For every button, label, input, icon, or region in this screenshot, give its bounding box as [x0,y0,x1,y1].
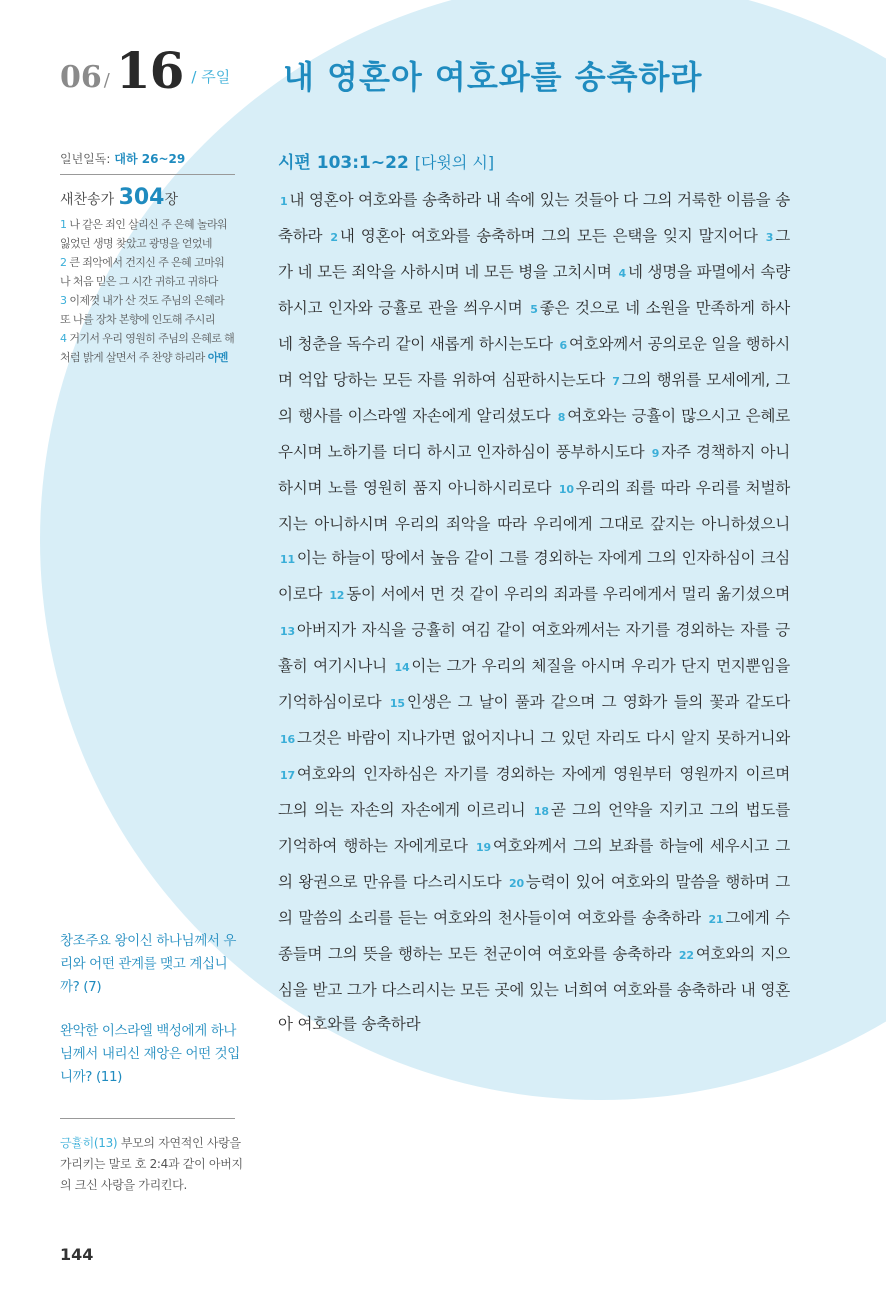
verse-text: 여호와의 지으심을 받고 그가 다스리시는 모든 곳에 있는 너희여 여호와를 송축하라 내 영혼아 여호와를 송축하라 [278,945,790,1033]
hymn-number: 304 [118,185,165,210]
note-text: 부모의 자연적인 사랑을 가리키는 말로 호 2:4과 같이 아버지의 크신 사랑을 가리킨다. [60,1136,243,1192]
verse-number: 10 [558,483,574,496]
weekday: / 주일 [191,68,231,86]
verse-text: 그에게 수종들며 그의 뜻을 행하는 모든 천군이여 여호와를 송축하라 [278,909,790,963]
hymn-suffix: 장 [164,192,179,208]
hymn-verse [60,329,236,367]
verse-number: 19 [475,841,491,854]
reading-plan-value: 대하 26~29 [114,152,186,166]
hymn-verse-text: 거기서 우리 영원히 주님의 은혜로 해처럼 밝게 살면서 주 찬양 하리라 [60,332,235,364]
verse-number: 16 [280,733,295,746]
hymn-verse-number: 4 [60,332,67,345]
page-title: 내 영혼아 여호와를 송축하라 [283,58,703,96]
verse-number: 17 [280,769,295,782]
hymn-verse [60,253,236,291]
verse-text: 이는 그가 우리의 체질을 아시며 우리가 단지 먼지뿐임을 기억하심이로다 [278,657,790,711]
hymn-verse [60,291,236,329]
verse-number: 4 [618,267,626,280]
verse-number: 18 [533,805,549,818]
reference: 시편 103:1~22 [278,153,409,173]
verse-text: 그의 행위를 모세에게, 그의 행사를 이스라엘 자손에게 알리셨도다 [278,371,791,425]
verse-number: 12 [329,589,345,602]
question-1: 창조주요 왕이신 하나님께서 우리와 어떤 관계를 맺고 계십니까? (7) [60,933,237,995]
verse-text: 여호와는 긍휼이 많으시고 은혜로우시며 노하기를 더디 하시고 인자하심이 풍부하시도다 [278,407,790,461]
verse-text: 이는 하늘이 땅에서 높음 같이 그를 경외하는 자에게 그의 인자하심이 크심이로다 [278,549,790,603]
verse-number: 22 [678,949,694,962]
month: 06 [60,60,102,95]
date-header [60,41,231,100]
note-term: 긍휼히(13) [60,1136,118,1150]
verse-text: 자주 경책하지 아니하시며 노를 영원히 품지 아니하시리로다 [278,443,790,497]
hymn-verse-text: 이제껏 내가 산 것도 주님의 은혜라 또 나를 장차 본향에 인도해 주시리 [60,294,225,326]
hymn-verse-text: 큰 죄악에서 건지신 주 은혜 고마워 나 처음 믿은 그 시간 귀하고 귀하다 [60,256,225,288]
hymn-verse-text: 나 같은 죄인 살리신 주 은혜 놀라워 잃었던 생명 찾았고 광명을 얻었네 [60,218,228,250]
hymn-verse-number: 1 [60,218,67,231]
page-number: 144 [60,1245,94,1264]
hymn-verse-number: 2 [60,256,67,269]
verse-number: 11 [280,553,295,566]
verse-number: 1 [280,195,288,208]
hymn-verse [60,215,236,253]
date-separator: / [103,70,110,91]
verse-text: 곧 그의 언약을 지키고 그의 법도를 기억하여 행하는 자에게로다 [278,801,790,855]
hymn-verse-number: 3 [60,294,67,307]
verse-text: 여호와께서 그의 보좌를 하늘에 세우시고 그의 왕권으로 만유를 다스리시도다 [278,837,790,891]
verse-number: 8 [557,411,566,424]
verse-number: 21 [708,913,724,926]
verse-text: 그것은 바람이 지나가면 없어지나니 그 있던 자리도 다시 알지 못하거니와 [296,729,790,747]
scripture-passage [278,183,790,1041]
verse-text: 우리의 죄를 따라 우리를 처벌하지는 아니하시며 우리의 죄악을 따라 우리에게 그대로 갚지는 아니하셨으니 [278,479,790,533]
verse-text: 여호와께서 공의로운 일을 행하시며 억압 당하는 모든 자를 위하여 심판하시는도다 [278,335,790,389]
verse-number: 14 [394,661,410,674]
question-2: 완악한 이스라엘 백성에게 하나님께서 내리신 재앙은 어떤 것입니까? (11) [60,1023,240,1085]
verse-number: 5 [530,303,538,316]
verse-text: 내 영혼아 여호와를 송축하며 그의 모든 은택을 잊지 말지어다 [339,227,758,245]
hymn-title [60,185,235,210]
verse-text: 내 영혼아 여호와를 송축하라 내 속에 있는 것들아 다 그의 거룩한 이름을 송축하라 [278,191,790,245]
verse-text: 아버지가 자식을 긍휼히 여김 같이 여호와께서는 자기를 경외하는 자를 긍휼히 여기시나니 [278,621,790,675]
verse-text: 그가 네 모든 죄악을 사하시며 네 모든 병을 고치시며 [278,227,790,281]
verse-number: 9 [651,447,660,460]
hymn-amen: 아멘 [207,351,228,364]
divider [60,174,235,175]
weekday-label: 주일 [201,68,231,86]
verse-text: 인생은 그 날이 풀과 같으며 그 영화가 들의 꽃과 같도다 [406,693,790,711]
verse-text: 동이 서에서 먼 것 같이 우리의 죄과를 우리에게서 멀리 옮기셨으며 [346,585,791,603]
hymn-lyrics [60,215,236,367]
divider [60,1118,235,1119]
reading-plan-label: 일년일독: [60,152,111,166]
verse-text: 여호와의 인자하심은 자기를 경외하는 자에게 영원부터 영원까지 이르며 그의 의는 자손의 자손에게 이르리니 [278,765,790,819]
verse-text: 좋은 것으로 네 소원을 만족하게 하사 네 청춘을 독수리 같이 새롭게 하시는도다 [278,299,790,353]
reference-note: [다윗의 시] [414,153,495,172]
verse-number: 20 [509,877,524,890]
verse-number: 2 [330,231,338,244]
word-note [60,1133,250,1196]
hymn-prefix: 새찬송가 [60,192,115,208]
verse-number: 13 [280,625,295,638]
verse-number: 6 [559,339,567,352]
verse-text: 능력이 있어 여호와의 말씀을 행하며 그의 말씀의 소리를 듣는 여호와의 천사들이여 여호와를 송축하라 [278,873,790,927]
day: 16 [115,41,184,100]
verse-number: 3 [765,231,774,244]
scripture-reference [278,148,494,173]
reading-plan [60,150,235,167]
verse-number: 7 [612,375,620,388]
verse-number: 15 [389,697,405,710]
verse-text: 네 생명을 파멸에서 속량하시고 인자와 긍휼로 관을 씌우시며 [278,263,790,317]
